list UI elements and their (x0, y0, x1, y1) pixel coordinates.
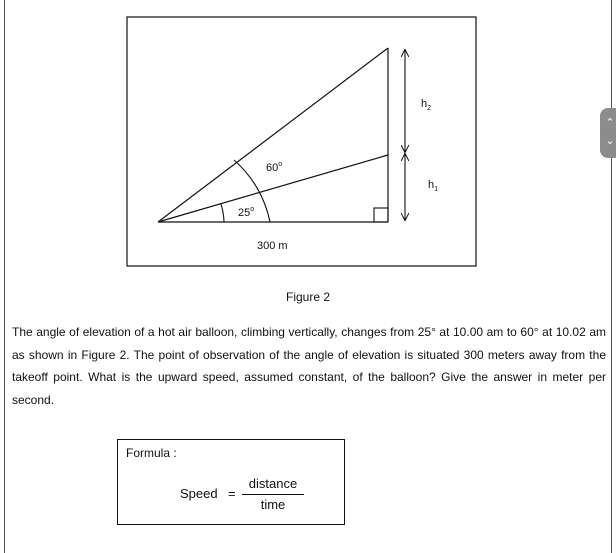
base-length-label: 300 m (257, 240, 288, 252)
angle-arc-25 (221, 204, 224, 222)
right-angle-marker (374, 208, 388, 222)
sight-line-60 (158, 48, 388, 222)
angle-label-25: 25$^o$ (238, 206, 255, 219)
problem-statement: The angle of elevation of a hot air balloon, climbing vertically, changes from 25° at 10.00 am to 60° at 10.02 am as shown in Figure 2. The point of observation of the angle of elevation is situated 300 meters away from the takeoff point. What is the upward speed, assumed constant, of the balloon? Give the answer in meter per second. (12, 325, 606, 407)
page-scroll-control[interactable] (600, 108, 616, 158)
fraction-bar (242, 494, 304, 495)
h2-label: $h_2$ (421, 98, 432, 112)
formula-numerator: distance (248, 476, 298, 491)
figure-frame (127, 17, 476, 266)
chevron-down-icon[interactable]: ⌄ (605, 134, 615, 147)
formula-box (117, 439, 345, 525)
formula-label: Formula : (126, 446, 177, 460)
h1-label: $h_1$ (428, 179, 439, 193)
formula-lhs: Speed (180, 486, 218, 501)
formula-equals: = (228, 486, 236, 501)
figure-caption: Figure 2 (285, 290, 331, 304)
angle-label-60: 60$^o$ (266, 161, 283, 174)
formula-denominator: time (260, 497, 286, 512)
chevron-up-icon[interactable]: ⌃ (605, 116, 615, 129)
formula-fraction (242, 476, 304, 513)
